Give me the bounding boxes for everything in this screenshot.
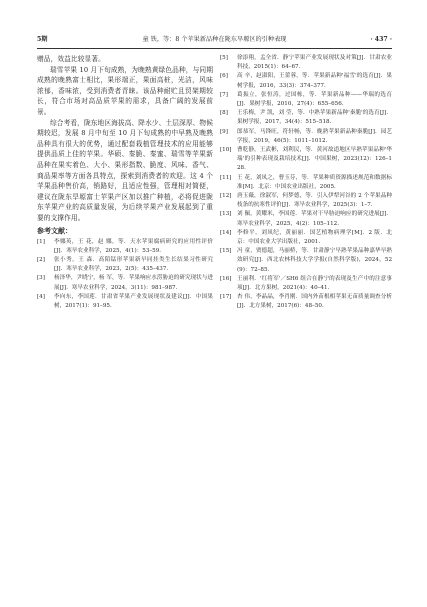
- reference-text: 刘 佩，黄耀米，李国莲．苹果对干旱胁迫响应的研究进展[J]．寒旱农业科学，2025，4(2)：105–112.: [237, 211, 392, 227]
- reference-number: [3]: [37, 275, 45, 282]
- reference-number: [8]: [220, 110, 228, 117]
- reference-number: [4]: [37, 293, 45, 300]
- reference-number: [7]: [220, 91, 228, 98]
- right-column: [220, 54, 392, 312]
- reference-text: 高 辛，赵淑阳，王蕾蓉，等．苹果新品种'福雪'的选育[J]．果树学报，2016，33(3)：374–377.: [237, 73, 392, 89]
- reference-number: [2]: [37, 256, 45, 263]
- reference-text: 杨泽华，尹晓宁，杨 军，等．苹果响应水涝胁迫的研究现状与进展[J]．寒旱农业科学，2024，3(11)：981–987.: [54, 275, 213, 291]
- left-column: [37, 54, 213, 311]
- reference-number: [1]: [37, 238, 45, 245]
- body-paragraph-continued: 赠品，效益比较显著。: [37, 55, 105, 63]
- reference-number: [12]: [220, 193, 232, 200]
- reference-text: 王 花，刘凤之，曹玉芬，等．苹果种质资源描述规范和数据标准[M]．北京：中国农业出版社，2005.: [237, 174, 392, 190]
- reference-number: [11]: [220, 174, 232, 181]
- reference-item: [37, 293, 213, 311]
- reference-item: [220, 72, 392, 90]
- reference-list-right: [220, 54, 392, 312]
- reference-item: [220, 229, 392, 247]
- reference-text: 唐玉薇，徐淑军，何梦德，等．引入伊犁河谷的 2 个苹果品种枝条的抗寒性评价[J]．寒旱农业科学，2025(3)：1–7.: [237, 193, 392, 209]
- running-title: 童 铁，等：8 个苹果新品种在陇东旱塬区的引种表现: [142, 36, 287, 43]
- reference-item: [37, 256, 213, 274]
- reference-text: 王乐梅，尹 凯，刘 莹，等．中熟苹果新品种'秦脆'的选育[J]．果树学报，2017，34(4)：515–518.: [237, 110, 392, 126]
- reference-item: [220, 293, 392, 311]
- reference-item: [220, 54, 392, 72]
- reference-number: [13]: [220, 211, 232, 218]
- issue-number: 5期: [37, 36, 48, 43]
- reference-text: 李向东，李国莲．甘肃省苹果产业发展现状及建议[J]．中国果树，2017(1)：91–95.: [54, 293, 213, 309]
- reference-number: [10]: [220, 147, 232, 154]
- reference-number: [14]: [220, 229, 232, 236]
- reference-item: [220, 146, 392, 174]
- reference-item: [220, 275, 392, 293]
- body-paragraph: 瑞雪苹果 10 月下旬成熟，为晚熟黄绿色品种，与同期成熟的晚熟富士相比，果形端正，果面高桩，光洁，风味浓郁，香味浓，受到消费者青睐。该品种耐贮且贸架期较长，符合市场对高品质苹果的需求，具备广阔的发展前景。: [37, 65, 213, 116]
- reference-text: 曹乾静，王武彬，刘利民，等．黄河故道地区早熟苹果品种'华瑞'的引种表现及栽培技术[J]．中国果树，2023(12)：126–128.: [237, 147, 392, 172]
- reference-text: 王丽利．'红将军'／SH6 组合在静宁的表现及生产中的注意事项[J]．北方果树，2021(4)：40–41.: [237, 275, 392, 292]
- reference-text: 张小秀，王 森．高陌锰形苹果新早同挂类生长结果习性研究[J]．寒旱农业科学，2023，2(5)：435–437.: [54, 256, 213, 273]
- reference-number: [5]: [220, 55, 228, 61]
- reference-number: [16]: [220, 275, 232, 282]
- reference-item: [220, 210, 392, 228]
- references-heading: 参考文献：: [37, 226, 72, 235]
- reference-item: [37, 238, 213, 256]
- body-paragraph-conclusion: 综合考看，陇东地区海拔高、降水少、土层深厚、物候期较迟，发展 8 月中旬至 10 月下旬成熟的中早熟及晚熟品种具有很大的优势，通过配套栽植管理技术的应用能够提供品质上佳的苹果。华硕、秦脆、秦蜜、瑞雪等苹果新品种在果实着色、大小、果形指数、脆度、风味、香气、商品果率等方面各具特点，探索到消费者的欢迎。这 4 个苹果品种售价高，销路好，且适应性强，管理相对简便，建议在陇东旱塬富士苹果产区加以推广种植，必将促进陇东苹果产业的高质量发展，为后续苹果产业发展起到了重要的支撑作用。: [37, 118, 213, 222]
- reference-text: 冯 童，贾德超，马丽桥，等．甘肃静宁早熟苹果品种嘉华早熟效研究[J]．西北农林科技大学学报(自然科学版)，2024，52(9)：72–85.: [237, 248, 392, 273]
- reference-text: 徐添翔，孟全省．静宁苹果产业发展现状及对策[J]．甘肃农业科技，2015(1)：64–67.: [237, 55, 392, 71]
- reference-number: [9]: [220, 128, 228, 135]
- reference-text: 杏 伟，李晶晶，李肖刚．国内外苗根相苹果无苗质量调查分析[J]．北方果树，2017(6)：48–50.: [237, 294, 392, 310]
- reference-number: [15]: [220, 248, 232, 255]
- reference-number: [17]: [220, 294, 232, 301]
- reference-item: [220, 192, 392, 210]
- reference-text: 葛振立，张恒涛，过国栋，等．苹果新品种——华瑞的选育[J]．果树学报，2010，27(4)：655–656.: [237, 91, 392, 108]
- reference-item: [37, 274, 213, 292]
- reference-item: [220, 247, 392, 275]
- reference-item: [220, 128, 392, 146]
- reference-text: 李修平，刘凤纪，黄丽丽．国艺植物病理学[M]．2 版．北京：中国农业大学出版社，2001.: [237, 229, 392, 246]
- reference-item: [220, 174, 392, 192]
- reference-item: [220, 91, 392, 109]
- reference-item: [220, 109, 392, 127]
- reference-text: 郎恭军，马锋旺，符轩畅，等．晚熟苹果新品种秦脆[J]．园艺学报，2019，46(5)：1011–1012.: [237, 128, 392, 144]
- reference-number: [6]: [220, 73, 228, 80]
- reference-text: 李娜英，王 花，赵 娜，等．天水苹果腐病研究的应用性评价[J]．寒旱农业科学，2025，4(1)：53–59.: [54, 238, 213, 254]
- page-number: · 437 ·: [370, 36, 392, 43]
- running-header: [37, 34, 392, 49]
- reference-list-left: [37, 238, 213, 312]
